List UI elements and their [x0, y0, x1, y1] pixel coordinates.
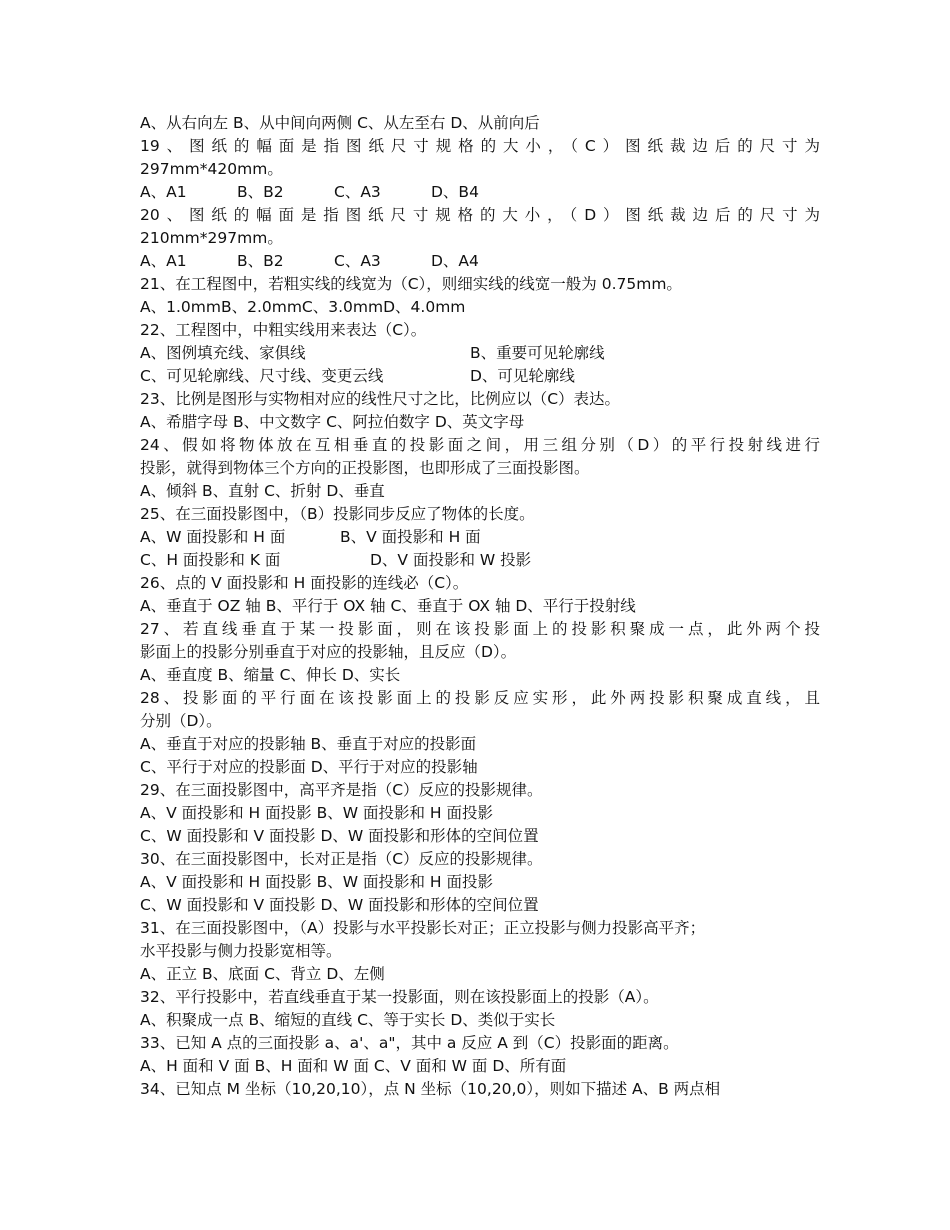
option-b: B、B2: [237, 252, 284, 270]
question-33: 33、已知 A 点的三面投影 a、a'、a"，其中 a 反应 A 到（C）投影面的距离。: [140, 1034, 679, 1052]
question-27-options: A、垂直度 B、缩量 C、伸长 D、实长: [140, 666, 401, 684]
question-27: 27、若直线垂直于某一投影面，则在该投影面上的投影积聚成一点，此外两个投: [140, 620, 820, 638]
question-26: 26、点的 V 面投影和 H 面投影的连线必（C）。: [140, 574, 469, 592]
question-30-options-cd: C、W 面投影和 V 面投影 D、W 面投影和形体的空间位置: [140, 896, 539, 914]
question-30: 30、在三面投影图中，长对正是指（C）反应的投影规律。: [140, 850, 543, 868]
question-29-options-ab: A、V 面投影和 H 面投影 B、W 面投影和 H 面投影: [140, 804, 493, 822]
question-23: 23、比例是图形与实物相对应的线性尺寸之比，比例应以（C）表达。: [140, 390, 621, 408]
question-28: 28、投影面的平行面在该投影面上的投影反应实形，此外两投影积聚成直线，且: [140, 689, 820, 707]
option-b: B、重要可见轮廓线: [470, 344, 605, 362]
question-28-options-cd: C、平行于对应的投影面 D、平行于对应的投影轴: [140, 758, 478, 776]
question-28-options-ab: A、垂直于对应的投影轴 B、垂直于对应的投影面: [140, 735, 477, 753]
question-19-options: [140, 181, 820, 204]
question-25-options-row2: [140, 549, 820, 572]
question-31-options: A、正立 B、底面 C、背立 D、左侧: [140, 965, 385, 983]
question-22: 22、工程图中，中粗实线用来表达（C）。: [140, 321, 427, 339]
option-d: D、可见轮廓线: [470, 367, 575, 385]
question-21: 21、在工程图中，若粗实线的线宽为（C），则细实线的线宽一般为 0.75mm。: [140, 275, 682, 293]
question-24-continued: 投影，就得到物体三个方向的正投影图，也即形成了三面投影图。: [140, 459, 590, 477]
question-30-options-ab: A、V 面投影和 H 面投影 B、W 面投影和 H 面投影: [140, 873, 493, 891]
answer-options-line: A、从右向左 B、从中间向两侧 C、从左至右 D、从前向后: [140, 114, 540, 132]
question-25-options-row1: [140, 526, 820, 549]
option-a: A、A1: [140, 183, 187, 201]
question-33-options: A、H 面和 V 面 B、H 面和 W 面 C、V 面和 W 面 D、所有面: [140, 1057, 567, 1075]
question-31-continued: 水平投影与侧力投影宽相等。: [140, 942, 342, 960]
question-34: 34、已知点 M 坐标（10,20,10），点 N 坐标（10,20,0），则如下描述 A、B 两点相: [140, 1080, 721, 1098]
question-20: 20、图纸的幅面是指图纸尺寸规格的大小，（D）图纸裁边后的尺寸为: [140, 206, 820, 224]
question-28-continued: 分别（D）。: [140, 712, 222, 730]
question-25: 25、在三面投影图中，（B）投影同步反应了物体的长度。: [140, 505, 535, 523]
option-b: B、V 面投影和 H 面: [340, 528, 481, 546]
option-c: C、A3: [334, 252, 381, 270]
question-24: 24、假如将物体放在互相垂直的投影面之间，用三组分别（D）的平行投射线进行: [140, 436, 820, 454]
question-19: 19、图纸的幅面是指图纸尺寸规格的大小，（C）图纸裁边后的尺寸为: [140, 137, 820, 155]
question-29-options-cd: C、W 面投影和 V 面投影 D、W 面投影和形体的空间位置: [140, 827, 539, 845]
question-20-continued: 210mm*297mm。: [140, 229, 283, 247]
option-a: A、W 面投影和 H 面: [140, 528, 286, 546]
option-a: A、A1: [140, 252, 187, 270]
question-31: 31、在三面投影图中，（A）投影与水平投影长对正；正立投影与侧力投影高平齐；: [140, 919, 706, 937]
option-d: D、V 面投影和 W 投影: [370, 551, 532, 569]
option-c: C、H 面投影和 K 面: [140, 551, 281, 569]
option-b: B、B2: [237, 183, 284, 201]
question-19-continued: 297mm*420mm。: [140, 160, 283, 178]
option-c: C、可见轮廓线、尺寸线、变更云线: [140, 367, 384, 385]
option-d: D、A4: [431, 252, 479, 270]
question-32-options: A、积聚成一点 B、缩短的直线 C、等于实长 D、类似于实长: [140, 1011, 556, 1029]
question-20-options: [140, 250, 820, 273]
question-23-options: A、希腊字母 B、中文数字 C、阿拉伯数字 D、英文字母: [140, 413, 525, 431]
question-27-continued: 影面上的投影分别垂直于对应的投影轴，且反应（D）。: [140, 643, 517, 661]
document-page: [140, 112, 820, 1101]
option-a: A、图例填充线、家俱线: [140, 344, 306, 362]
question-21-options: A、1.0mmB、2.0mmC、3.0mmD、4.0mm: [140, 298, 466, 316]
question-22-options-row2: [140, 365, 820, 388]
question-24-options: A、倾斜 B、直射 C、折射 D、垂直: [140, 482, 385, 500]
question-26-options: A、垂直于 OZ 轴 B、平行于 OX 轴 C、垂直于 OX 轴 D、平行于投射线: [140, 597, 636, 615]
option-c: C、A3: [334, 183, 381, 201]
question-22-options-row1: [140, 342, 820, 365]
option-d: D、B4: [431, 183, 479, 201]
question-29: 29、在三面投影图中，高平齐是指（C）反应的投影规律。: [140, 781, 543, 799]
question-32: 32、平行投影中，若直线垂直于某一投影面，则在该投影面上的投影（A）。: [140, 988, 659, 1006]
